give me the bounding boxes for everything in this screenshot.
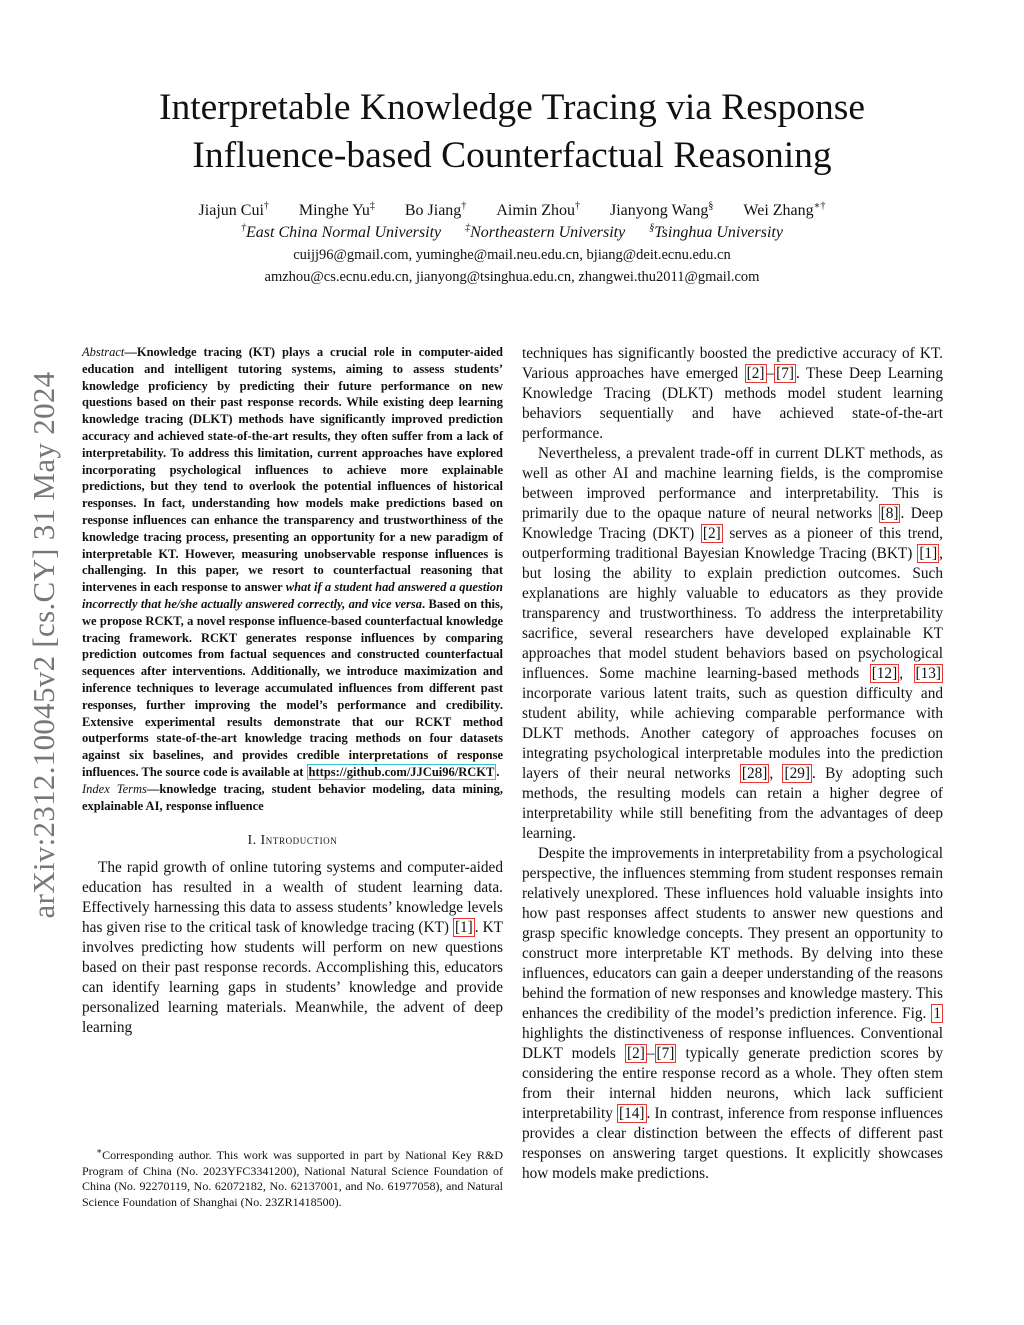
paragraph: Despite the improvements in interpretability from a psychological perspective, the influences stemming from student responses remain relatively unexplored. These influences hold valuable insights into how past responses affect students to answer new questions and grasp specific knowledge concepts. They present an opportunity to construct more interpretable KT methods. By delving into these influences, educators can gain a deeper understanding of the reasons behind the formation of new responses and knowledge mastery. This enhances the credibility of the model’s prediction inference. Fig. 1 highlights the distinctiveness of response influences. Conventional DLKT models [2] – [7] typically generate prediction scores by considering the entire response record as a whole. They often stem from their internal hidden neurons, which lack sufficient interpretability [14] . In contrast, inference from response influences provides a clear distinction between the effects of different past responses on answering target questions. It explicitly showcases how models make predictions.: [522, 845, 943, 1182]
citation-link[interactable]: [28]: [741, 765, 768, 782]
author-block: [0, 200, 1024, 288]
paragraph: techniques has significantly boosted the predictive accuracy of KT. Various approaches have emerged [2] – [7] . These Deep Learning Knowledge Tracing (DLKT) methods model student learning behaviors sequentially and have achieved state-of-the-art performance.: [522, 345, 943, 442]
citation-link[interactable]: [13]: [915, 665, 942, 682]
author: Jianyong Wang§: [609, 200, 714, 219]
footnote: ∗Corresponding author. This work was supported in part by National Key R&D Program of China (No. 2023YFC3341200), National Natural Science Foundation of China (No. 92270119, No. 62072182, No. 62137001, and No. 61977058), and Natural Science Foundation of Shanghai (No. 23ZR1418500).: [82, 1146, 503, 1209]
affiliations: [0, 222, 1024, 244]
affiliation: §Tsinghua University: [649, 222, 783, 241]
citation-link[interactable]: [29]: [784, 765, 810, 782]
abstract-label: Abstract: [82, 345, 125, 359]
title-line-1: Interpretable Knowledge Tracing via Response: [158, 87, 866, 128]
citation-link[interactable]: [2]: [702, 525, 721, 542]
source-code-link[interactable]: https://github.com/JJCui96/RCKT: [308, 764, 495, 779]
paper-title: [0, 84, 1024, 180]
left-column: [82, 344, 503, 1038]
author: Jiajun Cui†: [198, 200, 269, 219]
citation-link[interactable]: [8]: [880, 505, 899, 522]
author: Minghe Yu‡: [298, 200, 375, 219]
citation-link[interactable]: [2]: [627, 1045, 645, 1062]
citation-link[interactable]: [7]: [776, 365, 795, 382]
index-terms: Index Terms—knowledge tracing, student behavior modeling, data mining, explainable AI, response influence: [82, 781, 503, 813]
citation-link[interactable]: [7]: [656, 1045, 675, 1062]
citation-link[interactable]: [14]: [619, 1105, 645, 1122]
author: Bo Jiang†: [404, 200, 467, 219]
section-heading: I. Introduction: [247, 832, 338, 848]
emails-line-1: cuijj96@gmail.com, yuminghe@mail.neu.edu.cn, bjiang@deit.ecnu.edu.cn: [293, 247, 731, 263]
arxiv-identifier: arXiv:2312.10045v2 [cs.CY] 31 May 2024: [26, 371, 61, 919]
citation-link[interactable]: [1]: [454, 919, 473, 937]
affiliation: †East China Normal University: [241, 222, 442, 241]
right-column: [522, 344, 943, 1184]
author: Wei Zhang∗†: [743, 200, 826, 219]
affiliation: ‡Northeastern University: [465, 222, 626, 241]
citation-link[interactable]: [1]: [919, 545, 938, 562]
emails-line-2: amzhou@cs.ecnu.edu.cn, jianyong@tsinghua.edu.cn, zhangwei.thu2011@gmail.com: [264, 269, 760, 285]
index-terms-label: Index Terms: [82, 781, 147, 796]
intro-paragraph: The rapid growth of online tutoring systems and computer-aided education has resulted in a wealth of student learning data. Effectively harnessing this data to assess students’ knowledge levels has given rise to the critical task of knowledge tracing (KT) [1] . KT involves predicting how students will perform on new questions based on their past response records. Accomplishing this, educators can identify learning gaps in students’ knowledge and provide personalized learning materials. Meanwhile, the advent of deep learning: [82, 859, 503, 1037]
citation-link[interactable]: [12]: [871, 665, 898, 682]
arxiv-sidebar: [20, 340, 68, 950]
author: Aimin Zhou†: [496, 200, 580, 219]
abstract: Abstract—Knowledge tracing (KT) plays a crucial role in computer-aided education and intelligent tutoring systems, aiming to assess students’ knowledge proficiency by predicting their future performance on new questions based on their past response records. While existing deep learning knowledge tracing (DLKT) methods have significantly improved prediction accuracy and achieved state-of-the-art results, they often suffer from a lack of interpretability. To address this limitation, current approaches have explored incorporating psychological influences to achieve more explainable predictions, but they tend to overlook the potential influences of historical responses. In fact, understanding how models make predictions based on response influences can enhance the transparency and trustworthiness of the knowledge tracing process, presenting an opportunity for a new paradigm of interpretable KT. However, measuring unobservable response influences is challenging. In this paper, we resort to counterfactual reasoning that intervenes in each response to answer what if a student had answered a question incorrectly that he/she actually answered correctly, and vice versa. Based on this, we propose RCKT, a novel response influence-based counterfactual knowledge tracing framework. RCKT generates response influences by comparing prediction outcomes from factual sequences and constructed counterfactual sequences after interventions. Additionally, we introduce maximization and inference techniques to leverage accumulated influences from different past responses, further improving the model’s performance and credibility. Extensive experimental results demonstrate that our RCKT method outperforms state-of-the-art knowledge tracing methods on four datasets against six baselines, and provides credible interpretations of response influences. The source code is available at https://github.com/JJCui96/RCKT .: [82, 345, 504, 779]
author-names: [0, 200, 1024, 222]
citation-link[interactable]: [2]: [746, 365, 765, 382]
title-line-2: Influence-based Counterfactual Reasoning: [192, 135, 832, 176]
paragraph: Nevertheless, a prevalent trade-off in current DLKT methods, as well as other AI and machine learning fields, is the compromise between improved performance and interpretability. This is primarily due to the opaque nature of neural networks [8] . Deep Knowledge Tracing (DKT) [2] serves as a pioneer of this trend, outperforming traditional Bayesian Knowledge Tracing (BKT) [1] , but losing the ability to explain prediction outcomes. Such explanations are highly valuable to educators as they provide transparency and trustworthiness. To address the interpretability sacrifice, several researchers have developed explainable KT approaches that model student behaviors based on psychological influences. Some machine learning-based methods [12] , [13] incorporate various latent traits, such as question difficulty and student ability, while achieving comparable performance with DLKT methods. Another category of approaches focuses on integrating psychological interpretable modules into the prediction layers of their neural networks [28] , [29] . By adopting such methods, the resulting models can retain a higher degree of interpretability while still benefiting from the advantages of deep learning.: [522, 445, 944, 842]
figure-link[interactable]: 1: [933, 1005, 941, 1022]
